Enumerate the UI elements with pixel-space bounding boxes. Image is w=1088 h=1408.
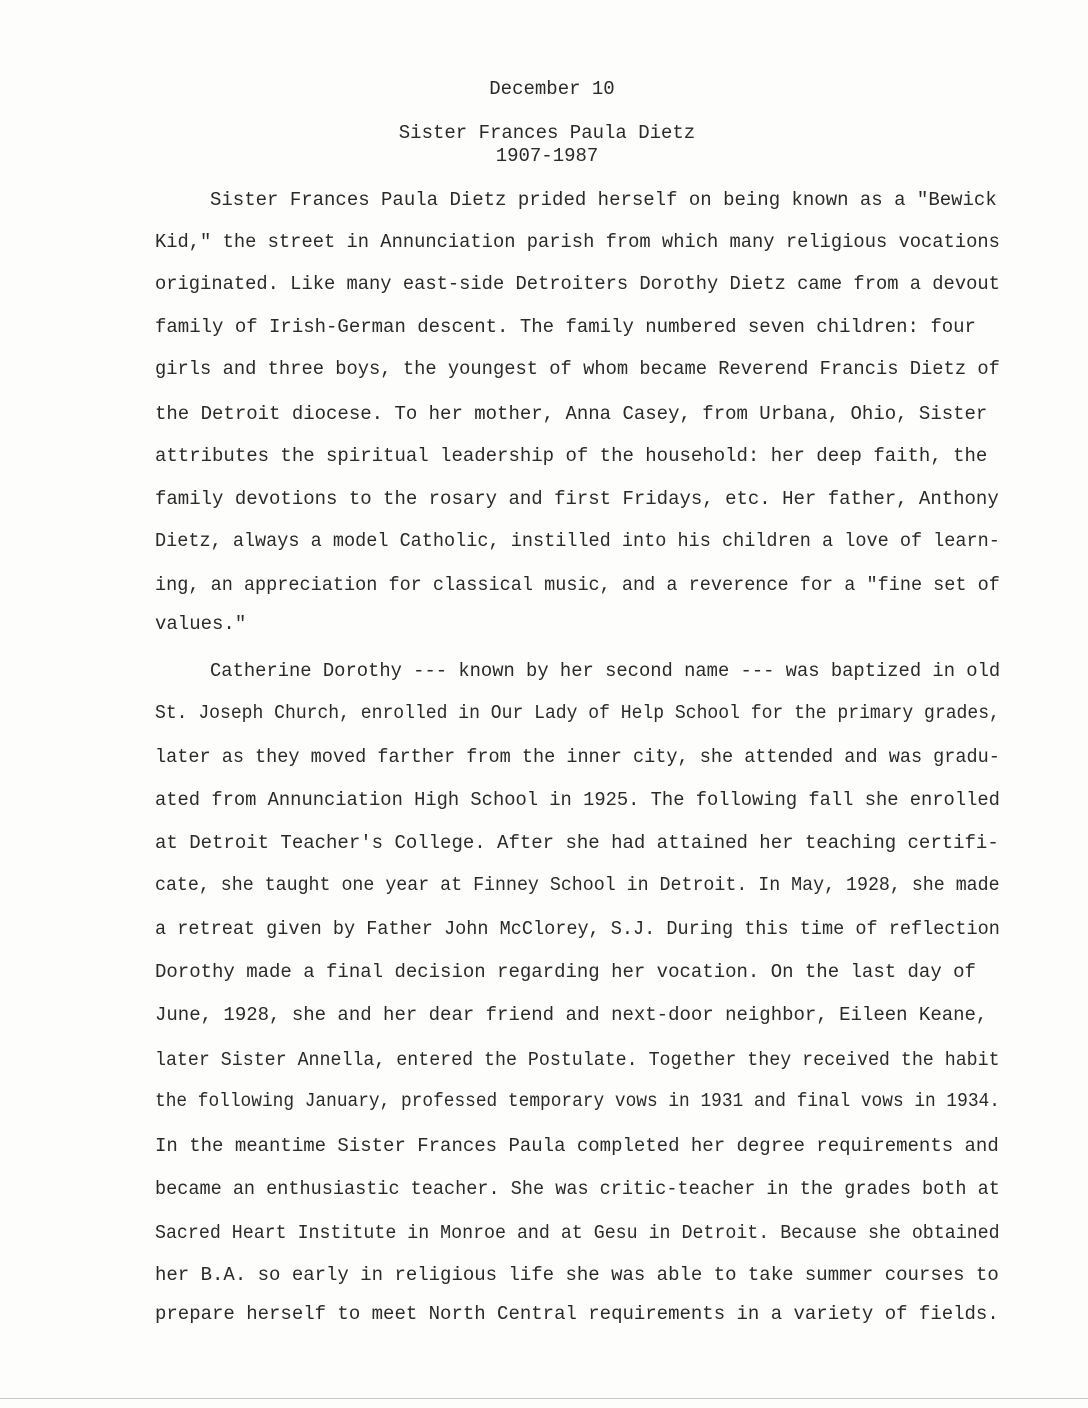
text-line: ated from Annunciation High School in 1925. The following fall she enrolled <box>155 789 1000 811</box>
document-title <box>0 122 1088 168</box>
text-line: became an enthusiastic teacher. She was critic-teacher in the grades both at <box>155 1178 1000 1200</box>
text-line: later Sister Annella, entered the Postulate. Together they received the habit <box>155 1049 1000 1071</box>
text-line: prepare herself to meet North Central requirements in a variety of fields. <box>155 1303 999 1325</box>
text-line: St. Joseph Church, enrolled in Our Lady of Help School for the primary grades, <box>155 702 1000 724</box>
subject-name: Sister Frances Paula Dietz <box>398 122 696 144</box>
subject-years: 1907-1987 <box>495 145 599 167</box>
text-line: attributes the spiritual leadership of the household: her deep faith, the <box>155 445 988 467</box>
page-edge-divider <box>0 1398 1088 1399</box>
text-line: her B.A. so early in religious life she was able to take summer courses to <box>155 1264 999 1286</box>
text-line: ing, an appreciation for classical music, and a reverence for a "fine set of <box>155 574 1000 596</box>
text-line: Sister Frances Paula Dietz prided herself on being known as a "Bewick <box>210 189 997 211</box>
text-line: the following January, professed temporary vows in 1931 and final vows in 1934. <box>155 1090 1000 1112</box>
text-line: at Detroit Teacher's College. After she had attained her teaching certifi- <box>155 832 999 854</box>
text-line: girls and three boys, the youngest of whom became Reverend Francis Dietz of <box>155 358 1000 380</box>
text-line: Dietz, always a model Catholic, instilled into his children a love of learn- <box>155 530 1000 552</box>
document-date: December 10 <box>489 78 615 100</box>
text-line: a retreat given by Father John McClorey, S.J. During this time of reflection <box>155 918 1000 940</box>
text-line: the Detroit diocese. To her mother, Anna Casey, from Urbana, Ohio, Sister <box>155 403 988 425</box>
text-line: originated. Like many east-side Detroiters Dorothy Dietz came from a devout <box>155 273 1000 295</box>
text-line: later as they moved farther from the inner city, she attended and was gradu- <box>155 746 1000 768</box>
text-line: Sacred Heart Institute in Monroe and at Gesu in Detroit. Because she obtained <box>155 1222 1000 1244</box>
text-line: Dorothy made a final decision regarding her vocation. On the last day of <box>155 961 976 983</box>
text-line: Catherine Dorothy --- known by her second name --- was baptized in old <box>210 660 1001 682</box>
text-line: family of Irish-German descent. The family numbered seven children: four <box>155 316 976 338</box>
text-line: In the meantime Sister Frances Paula completed her degree requirements and <box>155 1135 999 1157</box>
text-line: cate, she taught one year at Finney School in Detroit. In May, 1928, she made <box>155 874 1000 896</box>
text-line: family devotions to the rosary and first Fridays, etc. Her father, Anthony <box>155 488 999 510</box>
text-line: values." <box>155 613 247 635</box>
text-line: Kid," the street in Annunciation parish from which many religious vocations <box>155 231 1000 253</box>
text-line: June, 1928, she and her dear friend and next-door neighbor, Eileen Keane, <box>155 1004 988 1026</box>
